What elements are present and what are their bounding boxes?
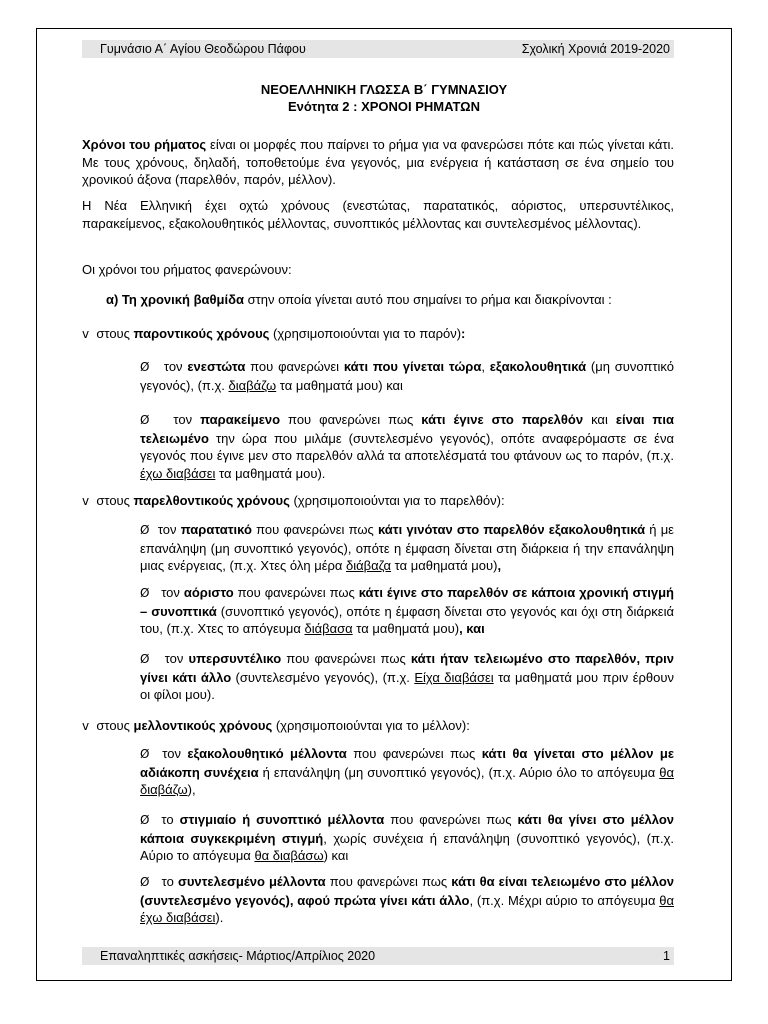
school-year: Σχολική Χρονιά 2019-2020 [521, 42, 670, 56]
section-present: v στους παροντικούς χρόνους (χρησιμοποιούνται για το παρόν): [82, 326, 466, 341]
list-item: Ø το συντελεσμένο μέλλοντα που φανερώνει πως κάτι θα είναι τελειωμένο στο μέλλον (συντελεσμένο γεγονός), αφού πρώτα γίνει κάτι άλλο, (π.χ. Μέχρι αύριο το απόγευμα θα έχω διαβάσει). [140, 874, 675, 925]
example-verb: διάβαζα [346, 558, 392, 573]
example-verb: θα διαβάζω [140, 764, 674, 797]
arrow-marker: Ø [140, 360, 150, 374]
arrow-marker: Ø [140, 813, 150, 827]
list-item: Ø τον υπερσυντέλικο που φανερώνει πως κάτι ήταν τελειωμένο στο παρελθόν, πριν γίνει κάτι άλλο (συντελεσμένο γεγονός), (π.χ. Είχα διαβάσει τα μαθηματά μου πριν έρθουν οι φίλοι μου). [140, 651, 674, 702]
document-subtitle: Ενότητα 2 : ΧΡΟΝΟΙ ΡΗΜΑΤΩΝ [288, 99, 480, 114]
example-verb: θα διαβάσω [254, 848, 324, 863]
section-future: v στους μελλοντικούς χρόνους (χρησιμοποιούνται για το μέλλον): [82, 718, 470, 733]
example-verb: διαβάζω [228, 377, 277, 393]
example-verb: διάβασα [304, 621, 353, 636]
page-footer [82, 947, 674, 965]
example-verb: έχω διαβάσει [140, 465, 216, 481]
bullet-marker: v [82, 719, 90, 733]
list-item: Ø τον αόριστο που φανερώνει πως κάτι έγινε στο παρελθόν σε κάποια χρονική στιγμή – συνοπτικά (συνοπτικό γεγονός), οπότε η έμφαση δίνεται στο γεγονός και όχι στη διάρκειά του, (π.χ. Χτες το απόγευμα διάβασα τα μαθηματά μου), και [140, 585, 674, 636]
intro-paragraph-2: Η Νέα Ελληνική έχει οχτώ χρόνους (ενεστώτας, παρατατικός, αόριστος, υπερσυντέλικος, παρακείμενος, εξακολουθητικός μέλλοντας, συνοπτικός μέλλοντας και συντελεσμένος μέλλοντας). [82, 198, 674, 231]
section-title: μελλοντικούς χρόνους [133, 718, 273, 733]
text: στην οποία γίνεται αυτό που σημαίνει το ρήμα και διακρίνονται : [243, 292, 612, 307]
bullet-marker: v [82, 327, 90, 341]
list-item: Ø τον παρακείμενο που φανερώνει πως κάτι έγινε στο παρελθόν και είναι πια τελειωμένο την ώρα που μιλάμε (συντελεσμένο γεγονός), οπότε αναφερόμαστε σε ένα γεγονός που έγινε μεν στο παρελθόν αλλά τα αποτελέσματά του φτάνουν ως το παρόν, (π.χ. έχω διαβάσει τα μαθηματά μου). [140, 412, 674, 481]
section-title: παροντικούς χρόνους [133, 326, 270, 341]
intro-paragraph-1 [82, 136, 674, 189]
intro-paragraph-4 [106, 291, 674, 309]
list-item: Ø τον παρατατικό που φανερώνει πως κάτι γινόταν στο παρελθόν εξακολουθητικά ή με επανάληψη (μη συνοπτικό γεγονός), οπότε η έμφαση δίνεται στη διάρκεια ή την επανάληψη μιας ενέργειας, (π.χ. Χτες όλη μέρα διάβαζα τα μαθηματά μου), [140, 522, 674, 573]
intro-paragraph-3: Οι χρόνοι του ρήματος φανερώνουν: [82, 262, 292, 277]
arrow-marker: Ø [140, 652, 150, 666]
section-past: v στους παρελθοντικούς χρόνους (χρησιμοποιούνται για το παρελθόν): [82, 493, 505, 508]
example-verb: θα έχω διαβάσει [140, 892, 675, 925]
list-item: Ø τον ενεστώτα που φανερώνει κάτι που γίνεται τώρα, εξακολουθητικά (μη συνοπτικό γεγονός), (π.χ. διαβάζω τα μαθηματά μου) και [140, 359, 674, 393]
bullet-marker: v [82, 494, 90, 508]
arrow-marker: Ø [140, 413, 150, 427]
arrow-marker: Ø [140, 586, 150, 600]
arrow-marker: Ø [140, 747, 150, 761]
list-item: Ø τον εξακολουθητικό μέλλοντα που φανερώνει πως κάτι θα γίνεται στο μέλλον με αδιάκοπη συνέχεια ή επανάληψη (μη συνοπτικό γεγονός), (π.χ. Αύριο όλο το απόγευμα θα διαβάζω), [140, 746, 674, 797]
arrow-marker: Ø [140, 875, 150, 889]
term-bold: Χρόνοι του ρήματος [82, 137, 207, 152]
document-title: ΝΕΟΕΛΛΗΝΙΚΗ ΓΛΩΣΣΑ Β΄ ΓΥΜΝΑΣΙΟΥ [260, 82, 508, 97]
footer-text: Επαναληπτικές ασκήσεις- Μάρτιος/Απρίλιος 2020 [100, 949, 376, 963]
term-bold: α) Τη χρονική βαθμίδα [106, 292, 244, 307]
arrow-marker: Ø [140, 523, 150, 537]
list-item: Ø το στιγμιαίο ή συνοπτικό μέλλοντα που φανερώνει πως κάτι θα γίνει στο μέλλον κάποια συγκεκριμένη στιγμή, χωρίς συνέχεια ή επανάληψη (συνοπτικό γεγονός), (π.χ. Αύριο το απόγευμα θα διαβάσω) και [140, 812, 675, 863]
example-verb: Είχα διαβάσει [414, 669, 494, 685]
text: είναι οι μορφές που παίρνει το ρήμα για να φανερώσει πότε και πώς γίνεται κάτι. Με τους χρόνους, δηλαδή, τοποθετούμε ένα γεγονός, μια ενέργεια ή κατάσταση σε ένα σημείο του χρονικού άξονα (παρελθόν, παρόν, μέλλον). [82, 137, 674, 187]
section-title: παρελθοντικούς χρόνους [133, 493, 290, 508]
school-name: Γυμνάσιο Α΄ Αγίου Θεοδώρου Πάφου [100, 42, 306, 56]
page-header [82, 40, 674, 58]
page-number: 1 [663, 949, 670, 963]
